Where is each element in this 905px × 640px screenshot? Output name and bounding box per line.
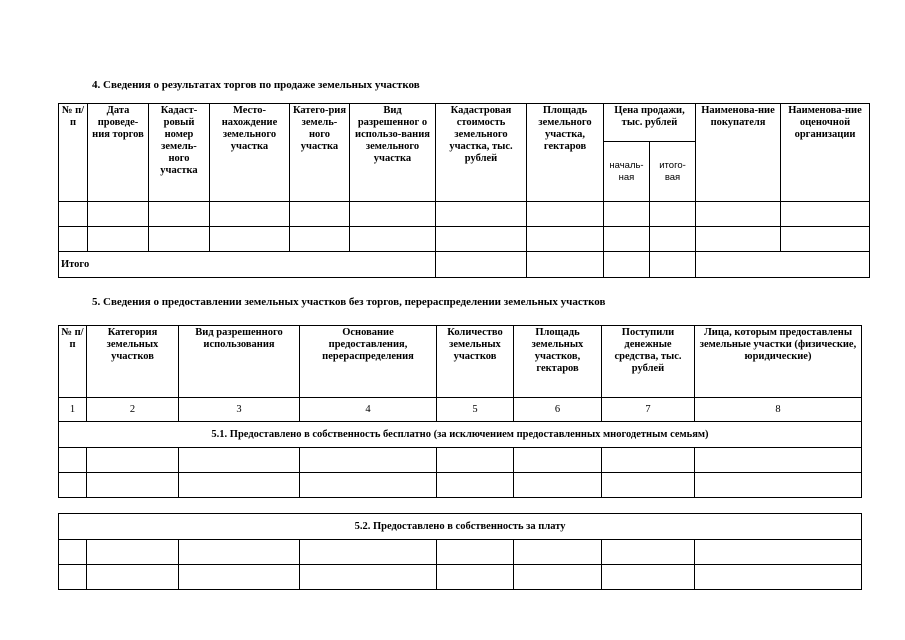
table-row bbox=[59, 202, 870, 227]
section5-title: 5. Сведения о предоставлении земельных участков без торгов, перераспределении земельных участков bbox=[92, 296, 606, 308]
allocation-table bbox=[58, 325, 862, 498]
column-number: 8 bbox=[695, 398, 862, 422]
column-number: 1 bbox=[59, 398, 87, 422]
header-location: Место-нахождение земельного участка bbox=[210, 104, 290, 202]
header-price-final: итого-вая bbox=[650, 142, 696, 202]
auction-results-table bbox=[58, 103, 870, 278]
subsection-row bbox=[59, 514, 862, 540]
column-number: 4 bbox=[300, 398, 437, 422]
table-row bbox=[59, 448, 862, 473]
table-row bbox=[59, 473, 862, 498]
header-basis: Основание предоставления, перераспределения bbox=[300, 326, 437, 398]
total-row bbox=[59, 252, 870, 278]
table-row bbox=[59, 565, 862, 590]
header-category: Катего-рия земель-ного участка bbox=[290, 104, 350, 202]
subsection-5-1-title: 5.1. Предоставлено в собственность бесплатно (за исключением предоставленных многодетным семьям) bbox=[59, 422, 862, 448]
header-cadastral-value: Кадастровая стоимость земельного участка, тыс. рублей bbox=[436, 104, 527, 202]
column-number: 7 bbox=[602, 398, 695, 422]
header-num: № п/п bbox=[59, 326, 87, 398]
header-price-initial: началь-ная bbox=[604, 142, 650, 202]
header-persons: Лица, которым предоставлены земельные участки (физические, юридические) bbox=[695, 326, 862, 398]
column-number: 5 bbox=[437, 398, 514, 422]
header-permitted-use: Вид разрешенног о использо-вания земельного участка bbox=[350, 104, 436, 202]
header-count: Количество земельных участков bbox=[437, 326, 514, 398]
column-number: 6 bbox=[514, 398, 602, 422]
header-category: Категория земельных участков bbox=[87, 326, 179, 398]
header-num: № п/п bbox=[59, 104, 88, 202]
header-cadastral-number: Кадаст-ровый номер земель-ного участка bbox=[149, 104, 210, 202]
table-row bbox=[59, 540, 862, 565]
header-sale-price: Цена продажи, тыс. рублей bbox=[604, 104, 696, 142]
header-funds: Поступили денежные средства, тыс. рублей bbox=[602, 326, 695, 398]
paid-allocation-table bbox=[58, 513, 862, 590]
column-number: 2 bbox=[87, 398, 179, 422]
header-permitted-use: Вид разрешенного использования bbox=[179, 326, 300, 398]
column-number: 3 bbox=[179, 398, 300, 422]
section4-title: 4. Сведения о результатах торгов по продаже земельных участков bbox=[92, 79, 420, 91]
header-appraiser: Наименова-ние оценочной организации bbox=[781, 104, 870, 202]
header-area: Площадь земельных участков, гектаров bbox=[514, 326, 602, 398]
total-label: Итого bbox=[59, 252, 436, 278]
header-buyer: Наименова-ние покупателя bbox=[696, 104, 781, 202]
column-number-row bbox=[59, 398, 862, 422]
header-area: Площадь земельного участка, гектаров bbox=[527, 104, 604, 202]
header-date: Дата проведе-ния торгов bbox=[88, 104, 149, 202]
subsection-row bbox=[59, 422, 862, 448]
subsection-5-2-title: 5.2. Предоставлено в собственность за плату bbox=[59, 514, 862, 540]
table-row bbox=[59, 227, 870, 252]
